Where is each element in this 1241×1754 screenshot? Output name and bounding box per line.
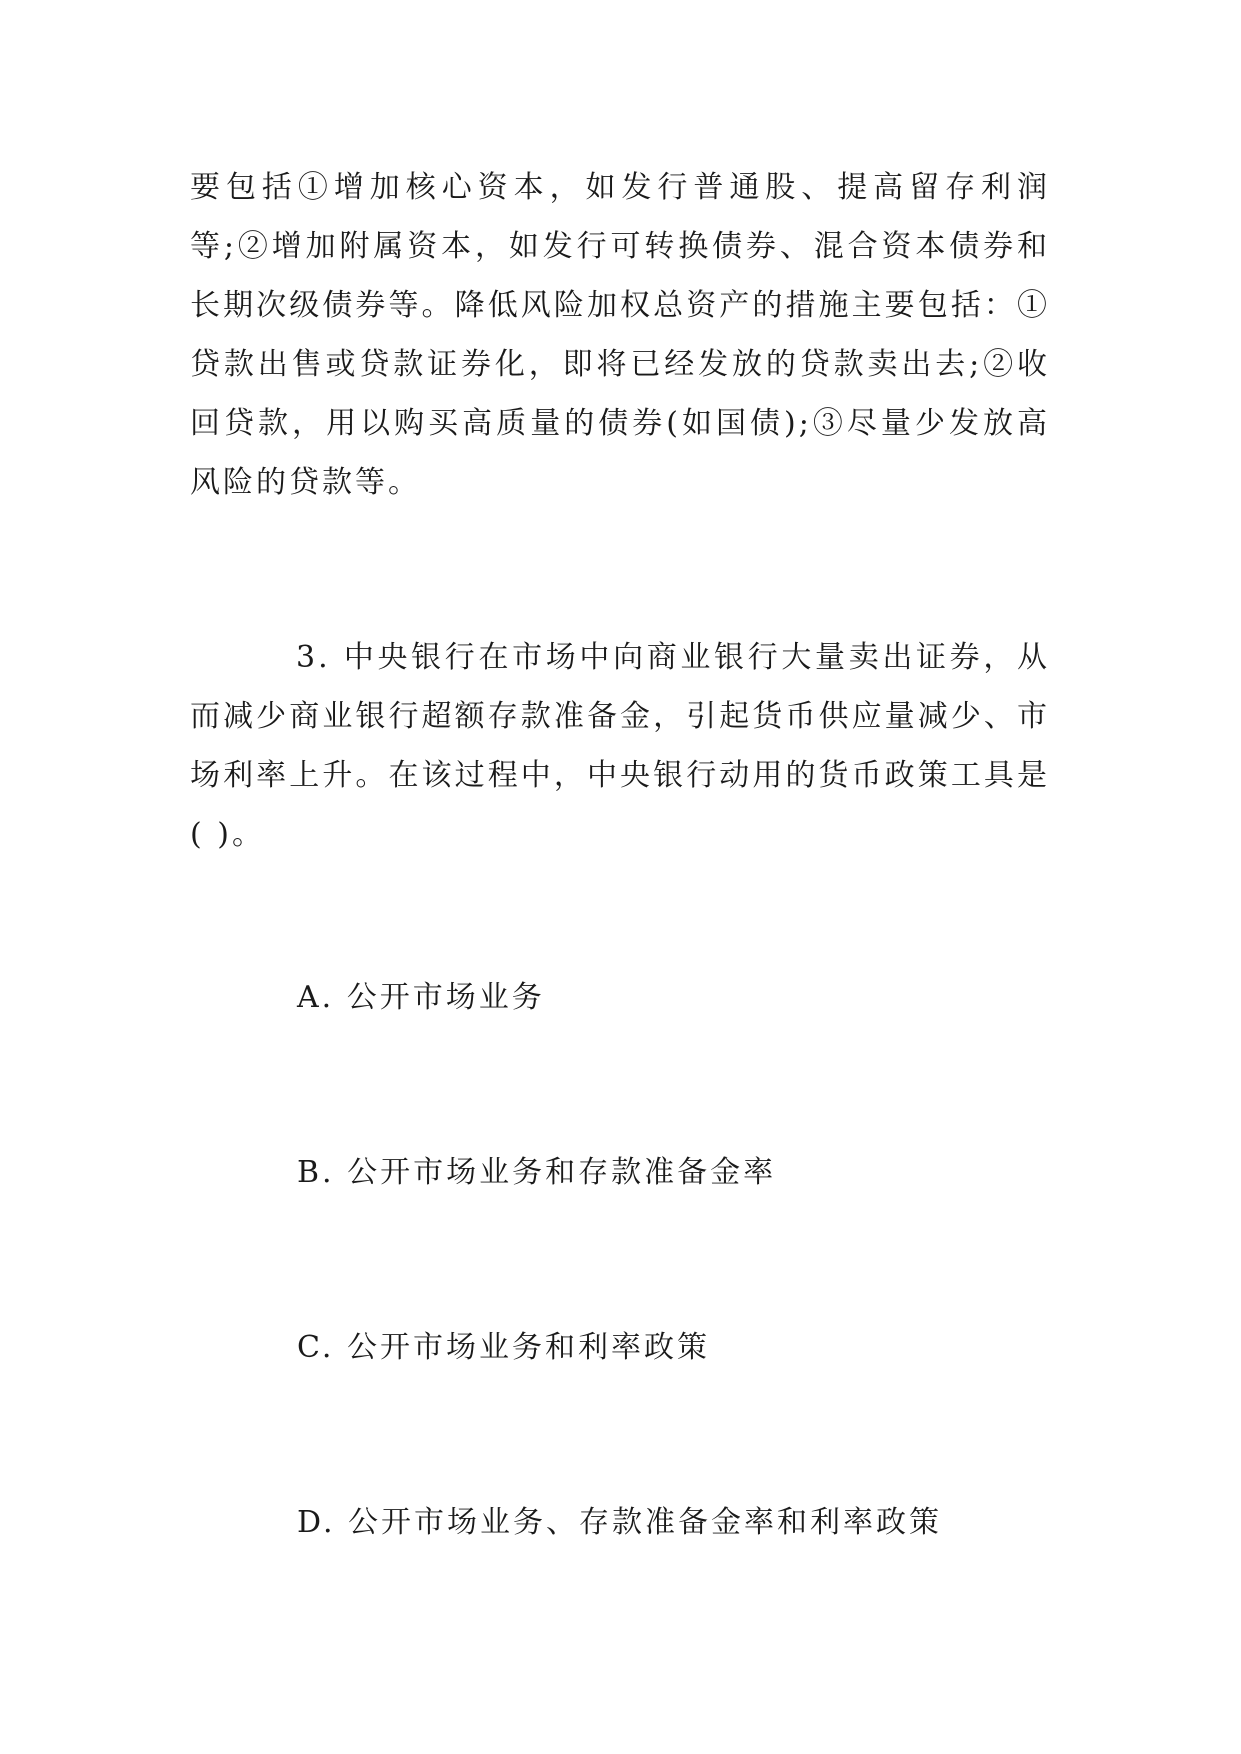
option-d[interactable]: D. 公开市场业务、存款准备金率和利率政策: [297, 1505, 943, 1540]
option-a[interactable]: A. 公开市场业务: [297, 980, 545, 1015]
answer-explanation-paragraph: 要包括①增加核心资本，如发行普通股、提高留存利润等;②增加附属资本，如发行可转换债券、混合资本债券和长期次级债券等。降低风险加权总资产的措施主要包括：①贷款出售或贷款证券化，即将已经发放的贷款卖出去;②收回贷款，用以购买高质量的债券(如国债);③尽量少发放高风险的贷款等。: [190, 170, 1050, 500]
option-c[interactable]: C. 公开市场业务和利率政策: [297, 1330, 710, 1365]
question-3-stem: 3. 中央银行在市场中向商业银行大量卖出证券，从而减少商业银行超额存款准备金，引起货币供应量减少、市场利率上升。在该过程中，中央银行动用的货币政策工具是( )。: [190, 640, 1050, 852]
option-b[interactable]: B. 公开市场业务和存款准备金率: [297, 1155, 777, 1190]
